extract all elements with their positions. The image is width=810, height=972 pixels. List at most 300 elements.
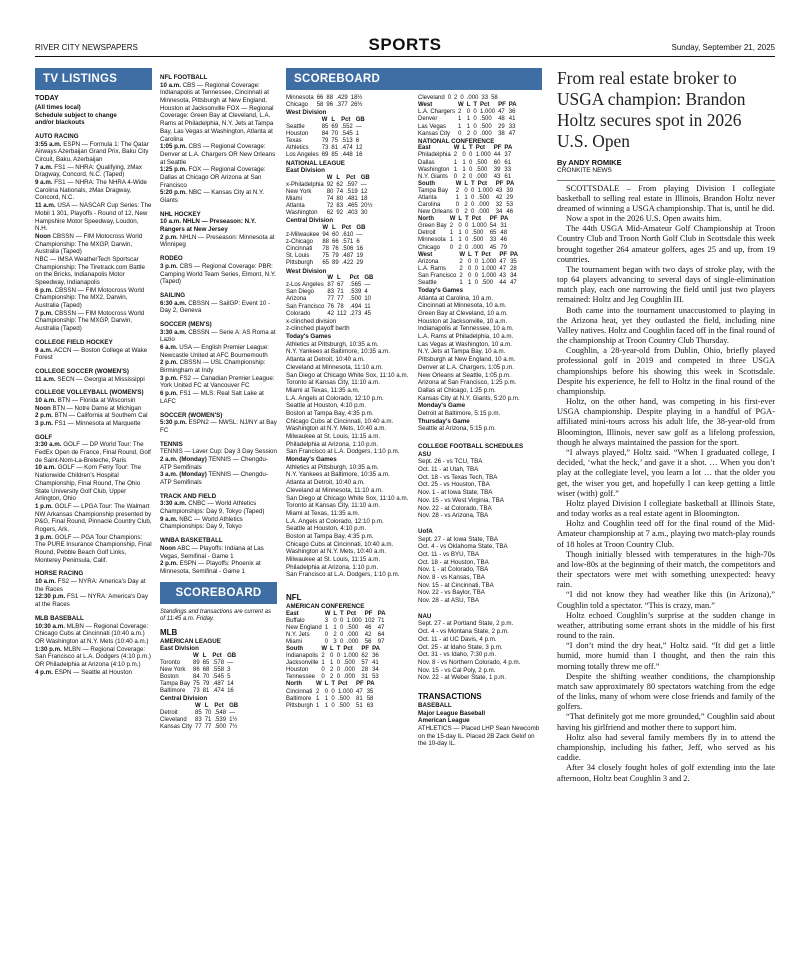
team-name: Washington xyxy=(418,166,450,173)
game-line: Green Bay at Cleveland, 10 a.m. xyxy=(418,310,508,318)
stat-cell: 0 xyxy=(453,173,458,180)
game-line: San Francisco at L.A. Dodgers, 1:10 p.m. xyxy=(286,448,400,456)
stat-cell: 1 xyxy=(453,159,458,166)
tv-section xyxy=(160,211,277,249)
afc-east-table xyxy=(286,611,389,646)
tv-listing xyxy=(35,376,152,384)
stat-cell: 66 xyxy=(316,95,324,102)
column-header: GB xyxy=(360,174,370,181)
stat-cell: 29 xyxy=(506,194,514,201)
stat-cell: 0 xyxy=(468,265,472,272)
afc-north-cont-table xyxy=(418,95,501,102)
stat-cell: 0 xyxy=(331,695,335,702)
column-header: T xyxy=(336,646,341,653)
column-header: L xyxy=(331,117,336,124)
story-paragraph: SCOTTSDALE – From playing Division I collegiate basketball to selling real estate in Illinois, Brandon Holtz never dreamed of winning a USGA championship. That is, until he did. xyxy=(557,183,775,213)
section-title: SPORTS xyxy=(368,35,442,54)
game-line: Cleveland at Minnesota, 11:10 a.m. xyxy=(286,486,383,494)
stat-cell: .377 xyxy=(336,102,348,109)
nfc-north-table xyxy=(418,216,511,251)
table-row xyxy=(418,116,520,123)
schedule-line: Nov. 22 - vs Baylor, TBA xyxy=(418,589,485,597)
tv-desc: FS1 — NYRA: America's Day at the Races xyxy=(35,593,148,609)
team-name: Texas xyxy=(286,138,302,145)
stat-cell: 81 xyxy=(202,688,210,695)
tv-section xyxy=(35,339,152,362)
column-header: L xyxy=(330,646,334,653)
schedule-line: Oct. 31 - vs Idaho, 7:30 p.m. xyxy=(418,651,497,659)
team-name: Baltimore xyxy=(286,695,312,702)
table-header xyxy=(160,653,239,660)
column-header: L xyxy=(333,610,338,617)
stat-cell: 71 xyxy=(204,717,212,724)
stat-cell: 0 xyxy=(336,667,341,674)
stat-cell: 69 xyxy=(331,124,339,131)
stat-cell: 0 xyxy=(469,173,473,180)
schedule-line: Oct. 18 - vs Texas Tech, TBA xyxy=(418,473,498,481)
table-row xyxy=(418,223,511,230)
story-paragraph: Holtz also had several family members fly in to attend the championship, including his father, Jeff, who served as his caddie. xyxy=(557,732,775,763)
schedule-line: Oct. 4 - vs Oklahoma State, TBA xyxy=(418,543,508,551)
column-header: Pct xyxy=(480,102,490,109)
story-paragraph: “I don’t mind the dry heat,” Holtz said. “It did get a little humid, more humid than I thought, and then the rain this morning totally threw me off.” xyxy=(557,641,775,671)
tv-desc: NHLN — Preseason: Minnesota at Winnipeg xyxy=(160,233,275,249)
stat-cell: 2 xyxy=(316,688,320,695)
team-name: San Diego xyxy=(286,289,315,296)
tv-time: 10:30 a.m. xyxy=(35,622,65,630)
column-header xyxy=(286,117,322,124)
stat-cell: 61 xyxy=(504,159,512,166)
stat-cell: 0 xyxy=(474,258,479,265)
column-header: PA xyxy=(508,102,517,109)
tv-listing xyxy=(160,500,277,515)
stat-cell: 0 xyxy=(465,223,469,230)
stat-cell: .597 xyxy=(346,182,358,189)
stat-cell: 28 xyxy=(510,265,517,272)
column-header: L xyxy=(458,216,463,223)
tv-desc: NHLN — Preseason: N.Y. Rangers at New Jersey xyxy=(160,218,256,234)
stat-cell: 6 xyxy=(356,239,360,246)
stat-cell: 85 xyxy=(321,124,329,131)
game-line: Atlanta at Detroit, 10:40 a.m. xyxy=(286,479,365,487)
stat-cell: .558 xyxy=(212,667,225,674)
tv-time: 3 a.m. (Monday) xyxy=(160,471,207,479)
team-name: Baltimore xyxy=(160,688,186,695)
stat-cell: 83 xyxy=(327,289,335,296)
tv-time: 7 a.m. xyxy=(35,163,53,171)
tv-listing xyxy=(160,143,277,166)
stat-cell: 1 xyxy=(466,123,471,130)
tv-time: 12:30 p.m. xyxy=(35,593,66,601)
schedule-line: Nov. 22 - at Weber State, 1 p.m. xyxy=(418,674,507,682)
stat-cell: 0 xyxy=(469,159,473,166)
stat-cell: 41 xyxy=(508,116,516,123)
stat-cell: 0 xyxy=(474,272,479,279)
stat-cell: 46 xyxy=(364,624,372,631)
stat-cell: 1 xyxy=(330,660,334,667)
column-header: Pct xyxy=(212,652,222,659)
game-line: Pittsburgh at New England, 10 a.m. xyxy=(418,356,516,364)
game-line: Chicago Cubs at Cincinnati, 10:40 a.m. xyxy=(286,417,394,425)
team-name: San Francisco xyxy=(286,303,325,310)
stat-cell: 62 xyxy=(336,182,344,189)
tv-listings-col-2 xyxy=(160,68,277,972)
tv-listing xyxy=(160,359,277,374)
story-paragraph: Holtz, on the other hand, was competing in his first-ever USGA championship. Despite playing in a handful of PGA-affiliated mini-tours across his adult life, the 38-year-old from Bloomington, Illinois, never saw golf as a lifelong profession, though he always maintained the passion for the sport. xyxy=(557,397,775,447)
tv-section xyxy=(35,368,152,383)
tv-section xyxy=(160,537,277,575)
team-name: Atlanta xyxy=(286,203,305,210)
table-row xyxy=(286,639,389,646)
tv-listing xyxy=(160,329,277,344)
tv-desc: FS2 — Canadian Premier League: York United FC at Vancouver FC xyxy=(160,374,275,390)
story-column xyxy=(557,68,775,972)
tv-section xyxy=(35,389,152,427)
stat-cell: 1 xyxy=(316,702,320,709)
schedule-line: Oct. 18 - at Houston, TBA xyxy=(418,558,489,566)
table-row xyxy=(160,660,239,667)
tv-listing xyxy=(35,441,152,464)
story-paragraph: Holtz played Division I collegiate basketball at Illinois State, and today works as a real estate agent in Bloomington. xyxy=(557,498,775,519)
stat-cell: 72 xyxy=(326,203,334,210)
table-subhead xyxy=(418,216,511,223)
tv-listing xyxy=(35,646,152,669)
table-row xyxy=(286,260,368,267)
tv-listing xyxy=(160,234,277,249)
team-name: Detroit xyxy=(160,710,178,717)
column-header: GB xyxy=(227,652,237,659)
tv-time: 2 p.m. xyxy=(160,359,178,367)
story-paragraph: Now a spot in the 2026 U.S. Open awaits him. xyxy=(566,214,722,224)
stat-cell: 0 xyxy=(331,688,335,695)
column-header: PA xyxy=(506,180,515,187)
stat-cell: 81 xyxy=(331,145,339,152)
nl-label: NATIONAL LEAGUE xyxy=(286,159,345,167)
table-subhead xyxy=(418,145,515,152)
stat-cell: 31 xyxy=(500,223,508,230)
stat-cell: 1 xyxy=(316,695,320,702)
stat-cell: 2 xyxy=(454,95,458,102)
team-name: Atlanta xyxy=(418,194,437,201)
tv-listing xyxy=(160,375,277,390)
team-name: Kansas City xyxy=(418,130,451,137)
team-name: Las Vegas xyxy=(418,123,447,130)
stat-cell: .474 xyxy=(212,688,225,695)
tv-listings-col-1 xyxy=(35,68,152,972)
table-row xyxy=(418,160,515,167)
schedule-line: Nov. 1 - at Iowa State, TBA xyxy=(418,489,493,497)
stat-cell: 0 xyxy=(336,660,341,667)
scoreboard-subcol-1 xyxy=(286,95,410,748)
stat-cell: 1 xyxy=(333,624,337,631)
stat-cell: 0 xyxy=(474,279,479,286)
column-header: Pct xyxy=(338,681,348,688)
stat-cell: 0 xyxy=(471,202,475,209)
tv-section xyxy=(160,321,277,406)
mlb-label: MLB xyxy=(160,627,178,637)
game-line: Houston at Jacksonville, 10 a.m. xyxy=(418,317,508,325)
stat-cell: 70 xyxy=(204,710,212,717)
column-header: Pct xyxy=(477,180,488,187)
stat-cell: 2 xyxy=(466,130,471,137)
column-header: PF xyxy=(498,102,506,109)
stat-cell: 2 xyxy=(464,202,468,209)
game-line: N.Y. Yankees at Baltimore, 10:35 a.m. xyxy=(286,471,390,479)
tv-time: 10 a.m. xyxy=(160,81,181,89)
game-line: Miami at Texas, 11:35 a.m. xyxy=(286,386,360,394)
stat-cell: 1 xyxy=(462,159,466,166)
stat-cell: 73 xyxy=(193,688,200,695)
tv-desc: ESPN — Formula 1: The Qatar Airways Azerbaijan Grand Prix, Baku City Circuit, Baku, Azerbaijan xyxy=(35,140,149,164)
table-row xyxy=(286,703,378,710)
table-row xyxy=(286,131,368,138)
table-row xyxy=(160,688,239,695)
game-line: Las Vegas at Washington, 10 a.m. xyxy=(418,340,513,348)
stat-cell: .487 xyxy=(212,681,225,688)
column-header xyxy=(286,275,327,282)
stat-cell: 0 xyxy=(464,187,468,194)
stat-cell: 71 xyxy=(337,289,344,296)
stat-cell: 57 xyxy=(361,660,369,667)
column-header: Pct xyxy=(341,117,351,124)
nl-east-label: East Division xyxy=(286,167,325,175)
column-header: PA xyxy=(377,610,386,617)
stat-cell: 0 xyxy=(465,244,469,251)
column-header: T xyxy=(465,216,469,223)
tv-time: 4 p.m. xyxy=(35,668,53,676)
tv-listings-banner: TV LISTINGS xyxy=(35,68,152,90)
tv-time: 10 a.m. xyxy=(35,578,56,586)
game-line: Toronto at Kansas City, 11:10 a.m. xyxy=(286,379,381,387)
schedule-line: Oct. 25 - at Idaho State, 3 p.m. xyxy=(418,643,503,651)
al-west-label: West Division xyxy=(286,109,327,117)
team-name: Pittsburgh xyxy=(286,702,314,709)
column-header: W xyxy=(453,145,460,152)
stat-cell: 77 xyxy=(195,724,202,731)
stat-cell: 47 xyxy=(377,624,385,631)
tv-desc: ESPN — Playoffs: Phoenix at Minnesota, Semifinal - Game 1 xyxy=(160,560,261,575)
column-header: L xyxy=(464,180,469,187)
stat-cell: .000 xyxy=(480,130,492,137)
team-name: Kansas City xyxy=(160,724,193,731)
stat-cell: 1 xyxy=(449,230,454,237)
tv-time: 2 p.m. xyxy=(160,560,178,568)
column-header: T xyxy=(469,145,473,152)
tv-listing xyxy=(160,218,277,233)
schedule-line: Nov. 28 - vs Arizona, TBA xyxy=(418,512,489,520)
game-line: Boston at Tampa Bay, 4:35 p.m. xyxy=(286,409,374,417)
schedule-line: Nov. 22 - at Colorado, TBA xyxy=(418,504,492,512)
stat-cell: 0 xyxy=(468,258,472,265)
column-header: W xyxy=(321,117,328,124)
tv-section-title: SOCCER (WOMEN'S) xyxy=(160,411,223,419)
tv-time: 3 p.m. xyxy=(160,262,178,270)
team-name: Detroit xyxy=(418,230,436,237)
tv-section-title: NHL HOCKEY xyxy=(160,210,201,218)
tv-time: 3:30 a.m. xyxy=(160,328,187,336)
tv-time: 6 p.m. xyxy=(160,390,178,398)
column-header: T xyxy=(340,610,344,617)
stat-cell: .500 xyxy=(214,724,227,731)
stat-cell: 1 xyxy=(453,166,458,173)
tv-time: 6:30 a.m. xyxy=(160,299,187,307)
game-line: Detroit at Baltimore, 5:15 p.m. xyxy=(418,409,501,417)
afc-label: AMERICAN CONFERENCE xyxy=(286,603,365,610)
al-central-table xyxy=(160,703,241,731)
table-row xyxy=(418,109,520,116)
nfc-west-table xyxy=(418,252,521,287)
stat-cell: 0 xyxy=(473,123,477,130)
game-line: Washington at N.Y. Mets, 10:40 a.m. xyxy=(286,548,387,556)
stat-cell: 3 xyxy=(324,617,329,624)
stat-cell: 2 xyxy=(333,631,337,638)
column-header xyxy=(160,703,195,710)
stat-cell: 33 xyxy=(481,95,489,102)
story-paragraph: “I did not know they had weather like this (in Arizona),” Coughlin told a spectator. “This is crazy, man.” xyxy=(557,590,775,610)
column-header: GB xyxy=(229,703,239,710)
tv-desc: CBSSN — FIM Motocross World Championship: The MXGP, Darwin, Australia (Taped) xyxy=(35,309,145,333)
tv-time: Noon xyxy=(160,544,176,552)
column-header: W xyxy=(449,216,456,223)
stat-cell: 36 xyxy=(508,109,516,116)
stat-cell: 42 xyxy=(495,194,503,201)
stat-cell: 39 xyxy=(493,166,501,173)
team-name: Houston xyxy=(286,131,309,138)
game-line: Washington at N.Y. Mets, 10:40 a.m. xyxy=(286,425,387,433)
team-name: Minnesota xyxy=(418,237,446,244)
table-header xyxy=(286,175,375,182)
team-name: Miami xyxy=(286,639,302,645)
stat-cell: 47 xyxy=(356,688,363,695)
stat-cell: 81 xyxy=(356,695,363,702)
team-name: z-Los Angeles xyxy=(286,282,324,289)
tv-desc: FS1 — Minnesota at Marquette xyxy=(52,420,141,428)
stat-cell: 34 xyxy=(510,272,517,279)
column-header: GB xyxy=(356,225,366,232)
column-header: L xyxy=(466,102,471,109)
schedule-line: Nov. 8 - vs Kansas, TBA xyxy=(418,574,485,582)
stat-cell: 42 xyxy=(327,310,335,317)
today-note: (All times local) Schedule subject to change and/or blackouts xyxy=(35,103,117,127)
table-row xyxy=(286,660,383,667)
stat-cell: 1 xyxy=(464,194,468,201)
stat-cell: 47 xyxy=(499,265,507,272)
story-org: CRONKITE NEWS xyxy=(557,167,612,175)
tv-desc: FOX — Regional Coverage: Dallas at Chicago OR Arizona at San Francisco xyxy=(160,166,266,189)
masthead xyxy=(35,34,775,57)
stat-cell: 71 xyxy=(377,617,385,624)
stat-cell: 0 xyxy=(471,194,475,201)
stat-cell: .500 xyxy=(338,695,350,702)
stat-cell: 54 xyxy=(489,223,497,230)
tv-section xyxy=(160,412,277,435)
stat-cell: 92 xyxy=(326,182,334,189)
column-header: W xyxy=(195,703,201,710)
tv-listing xyxy=(35,623,152,646)
stat-cell: 10 xyxy=(364,296,371,303)
game-line: Atlanta at Carolina, 10 a.m. xyxy=(418,294,493,302)
stat-cell: 0 xyxy=(469,166,473,173)
afc-west-table xyxy=(418,102,520,137)
stat-cell: .545 xyxy=(212,674,225,681)
stat-cell: 5 xyxy=(227,674,231,681)
stat-cell: 1 xyxy=(324,624,329,631)
stat-cell: 69 xyxy=(321,152,329,159)
stat-cell: 0 xyxy=(321,667,325,674)
table-row xyxy=(418,237,511,244)
story-paragraph: “I always played,” Holtz said. “When I graduated college, I decided, ‘what the heck,’ and gave it a shot. … When you don’t play at the collegiate level, you learn a lot … that the older you get, the wiser you get, and hopefully I can keep getting a little wiser (with) golf.” xyxy=(557,448,775,498)
stat-cell: 76 xyxy=(327,303,335,310)
nfc-south-table xyxy=(418,181,517,216)
stat-cell: 66 xyxy=(332,239,339,246)
tv-section-title: GOLF xyxy=(35,433,53,441)
stat-cell: 45 xyxy=(364,310,371,317)
column-header: L xyxy=(337,275,341,282)
tv-listing xyxy=(35,397,152,405)
al-east-table xyxy=(160,653,239,695)
stat-cell: .000 xyxy=(346,639,359,645)
stat-cell: 44 xyxy=(499,279,507,286)
stat-cell: 1 xyxy=(458,237,462,244)
story-paragraph: The 44th USGA Mid-Amateur Golf Championship at Troon Country Club and Troon North Golf Club in Scottsdale this week brought together 264 amateur golfers, ages 25 and up, from 19 countries. xyxy=(557,224,775,264)
stat-cell: 56 xyxy=(364,639,372,645)
table-row xyxy=(418,124,520,131)
schedule-line: Sept. 27 - at Iowa State, TBA xyxy=(418,535,499,543)
stat-cell: 0 xyxy=(455,202,460,209)
stat-cell: 20½ xyxy=(360,203,373,210)
tv-desc: GOLF — PGA Tour Champions: The PURE Insurance Championship, Final Round, Pebble Beach Golf Links, Monterey Peninsula, Calif. xyxy=(35,533,152,564)
table-row xyxy=(286,632,389,639)
tv-section-title: COLLEGE SOCCER (WOMEN'S) xyxy=(35,367,129,375)
stat-cell: .481 xyxy=(346,196,358,203)
tv-desc: NBC — IMSA WeatherTech Sportscar Championship: The Tiretrack.com Battle on the Bricks, Indianapolis Motor Speedway, Indianapolis xyxy=(35,255,145,287)
stat-cell: 78 xyxy=(337,303,344,310)
column-header: GB xyxy=(364,275,374,282)
stat-cell: 16 xyxy=(227,688,234,695)
game-line: Toronto at Kansas City, 11:10 a.m. xyxy=(286,502,381,510)
tv-desc: SECN — Georgia at Mississippi xyxy=(55,375,145,383)
column-header: Pct xyxy=(475,145,486,152)
table-row xyxy=(418,209,517,216)
stat-cell: 0 xyxy=(324,639,329,645)
trans-al: American League xyxy=(418,717,470,725)
nfc-label: NATIONAL CONFERENCE xyxy=(418,137,495,145)
column-header: PF xyxy=(499,251,508,258)
column-header: L xyxy=(324,681,329,688)
column-header: Pct xyxy=(346,610,357,617)
stat-cell: .548 xyxy=(214,710,227,717)
tv-listing xyxy=(35,503,152,534)
tv-section xyxy=(160,255,277,286)
stat-cell: 0 xyxy=(458,223,462,230)
stat-cell: 92 xyxy=(336,210,344,217)
column-header: PF xyxy=(361,646,370,653)
table-row xyxy=(160,667,239,674)
tv-listing xyxy=(160,390,277,405)
stat-cell: 0 xyxy=(474,265,479,272)
stat-cell: .000 xyxy=(477,209,490,216)
story-byline: By ANDY ROMIKE xyxy=(557,158,622,168)
stat-cell: 1.000 xyxy=(481,258,497,265)
story-paragraph: After 34 closely fought holes of golf extending into the late afternoon, Holtz beat Coughlin 3 and 2. xyxy=(557,763,775,783)
team-name: Boston xyxy=(160,674,179,681)
stat-cell: 85 xyxy=(331,152,339,159)
table-subhead xyxy=(286,611,389,618)
tv-desc: GOLF — LPGA Tour: The Walmart NW Arkansas Championship presented by P&G, Final Round, Pinnacle Country Club, Rogers, Ark. xyxy=(35,502,152,533)
game-line: Chicago Cubs at Cincinnati, 10:40 a.m. xyxy=(286,540,394,548)
stat-cell: — xyxy=(364,282,371,289)
tv-desc: CNBC — World Athletics Championships: Day 9, Tokyo (Taped) xyxy=(160,500,265,516)
